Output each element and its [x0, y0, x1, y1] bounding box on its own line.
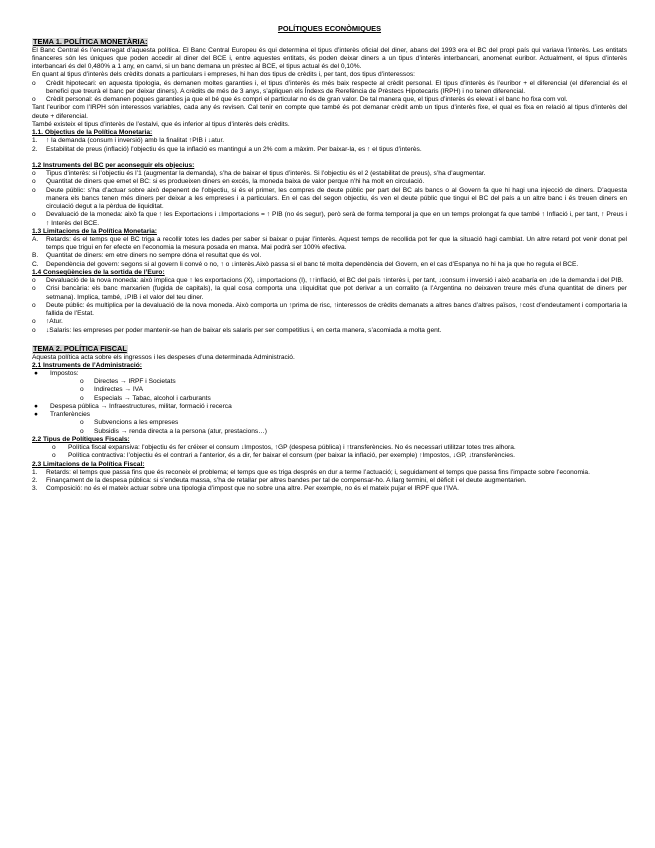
tema1-after-2: També existeix el tipus d’interès de l’estalvi, que és inferior al tipus d’interès dels crèdits.	[32, 120, 290, 128]
document-page	[32, 24, 627, 494]
section-1-2-heading: 1.2 Instruments del BC per aconseguir els objecius:	[32, 161, 195, 169]
list-item: o Deute públic: s’ha d’actuar sobre això depenent de l’objectiu, si és el primer, les compres de deute públic per part del BC als bancs o al Govern fa que hi hagi una injecció de diners. D’aquesta manera els bancs tenen més diners per deixar a les empreses i a particulars. En el cas del segon objectiu, és ven el deute públic que tingui el BC del país a un altre banc i és treuen diners en circulació degut a la pèrdua de liquiditat.	[32, 186, 627, 210]
list-item: o Política contractiva: l’objectiu és el contrari a l’anterior, és a dir, fer baixar el consum (per baixar la inflació, per exemple) ↑Impostos, ↓GP, ↓transferències.	[52, 452, 515, 460]
list-item: o ↓Salaris: les empreses per poder mantenir-se han de baixar els salaris per ser competitius i, en certa manera, s’acomiada a molta gent.	[32, 326, 442, 334]
fiscal-limitations-list	[32, 469, 627, 494]
list-item: 1. ↑ la demanda (consum i inversió) amb la finalitat ↑PIB i ↓atur.	[32, 137, 225, 145]
fiscal-policy-types-list	[32, 444, 627, 461]
list-item: ● Tranferències	[34, 411, 91, 419]
list-item: o Indirectes → IVA	[80, 386, 143, 394]
tema2-intro: Aquesta política acta sobre els ingressos i les despeses d’una determinada Administració.	[32, 353, 295, 361]
tema1-intro-2: En quant al tipus d’interès dels crèdits donats a particulars i empreses, hi han dos tipus de crèdits i, per tant, dos tipus d’interessos:	[32, 71, 416, 79]
limitations-list	[32, 236, 627, 269]
list-item: o Quantitat de diners que emet el BC: si es produeixen diners en excés, la moneda baixa de valor perque n’hi ha molt en circulació.	[32, 178, 425, 186]
list-item: o ↑Atur.	[32, 318, 63, 326]
document-title: POLÍTIQUES ECONÒMIQUES	[277, 24, 382, 33]
credit-list	[32, 80, 627, 105]
list-item: o Crisi bancària: els banc marxarien (fugida de capitals), la qual cosa comporta una ↓liquiditat que pot derivar a un corralito (a l’Argentina no deixaven treure més d’una quantitat de diners per setmana). Implica, també, ↓PIB i el valor del teu diner.	[32, 285, 627, 301]
tema1-heading: TEMA 1. POLÍTICA MONETÀRIA:	[33, 37, 148, 46]
list-item: ● Despesa pública → Infraestructures, militar, formació i recerca	[34, 402, 232, 410]
tema1-intro-1: El Banc Central és l’encarregat d’aquesta política. El Banc Central Europeu és qui determina el tipus d’interès oficial del diner, abans del 1993 era el BC del propi país qui variava l’interès. Les entitats financeres són les úniques que poden accedir al diner del BCE i, entre aquestes entitats, és poden deixar diners a un tipus d’interès interbancari, anomenat euribor. Actualment, el tipus d’interès interbancari és del 0,480% a 1 any, en canvi, si un banc demana un prèstec al BCE, el tipus actual és del 0,10%.	[32, 46, 627, 71]
section-1-1-heading: 1.1. Objectius de la Política Monetaria:	[32, 129, 153, 137]
list-item: o Subsidis → renda directa a la persona (atur, prestacions…)	[80, 427, 267, 435]
list-item: B. Quantitat de diners: em etre diners no sempre dóna el resultat que és vol.	[32, 252, 262, 260]
tema2-heading: TEMA 2. POLÍTICA FISCAL	[33, 343, 127, 353]
section-1-3-heading: 1.3 Limitacions de la Política Monetaria:	[32, 227, 157, 235]
list-item: o Devaluació de la moneda: això fa que ↑ les Exportacions i ↓Importacions = ↑ PIB (no és segur), però serà de forma temporal ja que en un temps prolongat fa que també ↑ Inflació i, per tant, ↑ Preus i ↑ Interès del BCE.	[32, 211, 627, 227]
section-2-3-heading: 2.3 Limitacions de la Política Fiscal:	[32, 460, 145, 468]
objectives-list	[32, 137, 627, 154]
administration-instruments-list	[32, 370, 627, 436]
consequences-list	[32, 277, 627, 335]
list-item: C. Dependència del govern: segons si al govern li convé o no, ↑ o ↓interès.Això passa si el banc té molta dependència del Govern, en el cas d’Espanya no hi ha ja que ho regula el BCE.	[32, 260, 579, 268]
list-item: o Directes → IRPF i Societats	[80, 378, 176, 386]
section-2-2-heading: 2.2 Tipus de Polítiques Fiscals:	[32, 435, 130, 443]
list-item: 1. Retards: el temps que passa fins que és reconeix el problema; el temps que es triga després en dur a terme l’actuació; i, seguidament el temps que passa fins l’impacte sobre l’economia.	[32, 468, 590, 476]
list-item: A. Retards: és el temps que el BC triga a recollir totes les dades per saber si baixar o pujar l’interès. Aquest temps de recollida pot fer que la situació hagi cambiat. Un altre retard pot venir donat pel temps que trigui en fer efecte en l’economia la mesura posada en marxa. Mai podrà ser 100% efectiva.	[32, 235, 627, 252]
list-item: 2. Finançament de la despesa pública: si s’endeuta massa, s’ha de retallar per altres bandes per tal de compensar-ho. A llarg termini, el dèficit i el deute augmentarien.	[32, 477, 527, 485]
list-item: 2. Estabilitat de preus (inflació) l’objectiu és que la inflació es mantingui a un 2% com a màxim. Per baixar-la, es ↑ el tipus d’interès.	[32, 145, 422, 153]
list-item: o Especials → Tabac, alcohol i carburants	[80, 394, 211, 402]
section-2-1-heading: 2.1 Instruments de l’Administració:	[32, 361, 142, 369]
section-1-4-heading: 1.4 Conseqüències de la sortida de l’Euro:	[32, 268, 165, 276]
list-item: o Crèdit hipotecari: en aquesta tipologia, és demanen moltes garanties i, el tipus d’interès és més baix respecte al crèdit personal. El tipus d’interès és l’euribor + el diferencial (el diferencial és el benefici que treurà el banc per deixar diners). A crèdits de més de 3 anys, s’apliquen els Índexs de Rerefència de Prèstecs Hipotecaris (IRPH) i no tenen diferencial.	[32, 79, 627, 95]
list-item: o Devaluació de la nova moneda: això implica que ↑ les exportacions (X), ↓importacions (I), ↑↑inflació, el BC del país ↑interès i, per tant, ↓consum i inversió i això acabaría en ↓de la demanda i del PIB.	[32, 277, 624, 285]
instruments-list	[32, 170, 627, 228]
list-item: o Deute públic: és multiplica per la devaluació de la nova moneda. Això comporta un ↑prima de risc, ↑interessos de crèdits demanats a altres bancs d’altres països, ↑cost d’endeutament i comportaria la fallida de l’Estat.	[32, 301, 627, 318]
list-item: ● Impostos:	[34, 369, 79, 377]
list-item: o Subvencions a les empreses	[80, 419, 179, 427]
tema1-after-1: Tant l’euribor com l’IRPH són interessos variables, cada any és revisen. Cal tenir en compte que també és pot demanar crèdit amb un tipus d’interès fixe, el qual es fixa en relació al tipus d’interès del deute + diferencial.	[32, 104, 627, 120]
list-item: o Tipus d’interès: si l’objectiu és l’1 (augmentar la demanda), s’ha de baixar el tipus d’interès. Si l’objectiu és el 2 (estabilitat de preus), s’ha d’augmentar.	[32, 170, 486, 177]
list-item: 3. Composició: no és el mateix actuar sobre una tipologia d’impost que no sobre una altre. Per exemple, no és el mateix pujar el IRPF que l’IVA.	[32, 485, 459, 493]
list-item: o Crèdit personal: és demanen poques garanties ja que el bé que és compri el particular no és de gran valor. De tal manera que, el tipus d’interès és elevat i el banc ho fixa com vol.	[32, 96, 568, 104]
list-item: o Política fiscal expansiva: l’objectiu és fer créixer el consum ↓Impostos, ↑GP (despesa pública) i ↑transferències. No és necessari utilitzar totes tres alhora.	[52, 444, 516, 452]
